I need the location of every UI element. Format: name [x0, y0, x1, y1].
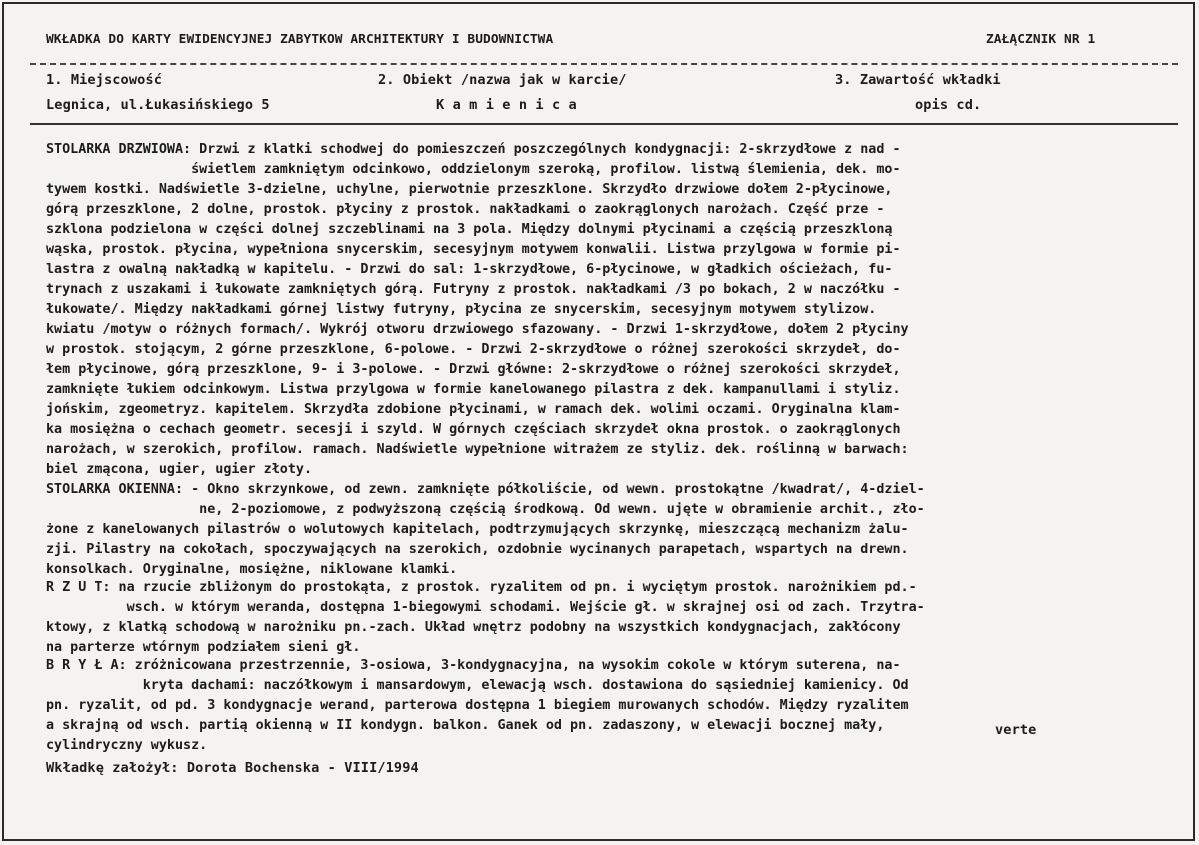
field-1-value: Legnica, ul.Łukasińskiego 5 — [46, 97, 270, 113]
annex-number: ZAŁĄCZNIK NR 1 — [986, 32, 1096, 47]
field-1-label: 1. Miejscowość — [46, 72, 162, 88]
body-line: szklona podzielona w części dolnej szczeblinami na 3 pola. Między dolnymi płycinami a częścią przeszkloną — [46, 222, 893, 237]
field-3-value: opis cd. — [915, 97, 982, 113]
field-2-label: 2. Obiekt /nazwa jak w karcie/ — [378, 72, 627, 88]
header-rule — [30, 63, 1178, 65]
body-line: ne, 2-poziomowe, z podwyższoną częścią środkową. Od wewn. ujęte w obramienie archit., zło- — [46, 502, 925, 517]
body-line: łukowate/. Między nakładkami górnej listwy futryny, płycina ze snycerskim, secesyjnym motywem stylizow. — [46, 302, 877, 317]
body-line: STOLARKA DRZWIOWA: Drzwi z klatki schodwej do pomieszczeń poszczególnych kondygnacji: 2-skrzydłowe z nad - — [46, 142, 901, 157]
body-line: narożach, w szerokich, profilow. ramach. Nadświetle wypełnione witrażem ze styliz. dek. roślinną w barwach: — [46, 442, 909, 457]
verte-note: verte — [995, 722, 1037, 738]
body-line: R Z U T: na rzucie zbliżonym do prostokąta, z prostok. ryzalitem od pn. i wyciętym prostok. narożnikiem pd.- — [46, 580, 917, 595]
field-3-label: 3. Zawartość wkładki — [835, 72, 1001, 88]
body-line: kryta dachami: naczółkowym i mansardowym, elewacją wsch. dostawiona do sąsiedniej kamienicy. Od — [46, 678, 909, 693]
body-line: łem płycinowe, górą przeszklone, 9- i 3-polowe. - Drzwi główne: 2-skrzydłowe o różnej szerokości skrzydeł, — [46, 362, 901, 377]
body-line: lastra z owalną nakładką w kapitelu. - Drzwi do sal: 1-skrzydłowe, 6-płycinowe, w gładkich ościeżach, fu- — [46, 262, 893, 277]
body-line: zamknięte łukiem odcinkowym. Listwa przylgowa w formie kanelowanego pilastra z dek. kampanullami i styliz. — [46, 382, 901, 397]
body-line: tywem kostki. Nadświetle 3-dzielne, uchylne, pierwotnie przeszklone. Skrzydło drzwiowe dołem 2-płycinowe, — [46, 182, 893, 197]
body-line: trynach z uszakami i łukowate zamkniętych górą. Futryny z prostok. nakładkami /3 po bokach, 2 w naczółku - — [46, 282, 901, 297]
body-line: jońskim, zgeometryz. kapitelem. Skrzydła zdobione płycinami, w ramach dek. wolimi oczami. Oryginalna klam- — [46, 402, 901, 417]
form-title: WKŁADKA DO KARTY EWIDENCYJNEJ ZABYTKOW ARCHITEKTURY I BUDOWNICTWA — [46, 32, 554, 47]
body-line: wsch. w którym weranda, dostępna 1-biegowymi schodami. Wejście gł. w skrajnej osi od zach. Trzytra- — [46, 600, 925, 615]
body-line: na parterze wtórnym podziałem sieni gł. — [46, 640, 361, 655]
body-line: ka mosiężna o cechach geometr. secesji i szyld. W górnych częściach skrzydeł okna prostok. o zaokrąglonych — [46, 422, 901, 437]
body-line: zji. Pilastry na cokołach, spoczywających na szerokich, ozdobnie wycinanych parapetach, wspartych na drewn. — [46, 542, 909, 557]
author-line: Wkładkę założył: Dorota Bochenska - VIII/1994 — [46, 760, 419, 776]
body-line: żone z kanelowanych pilastrów o wolutowych kapitelach, podtrzymujących skrzynkę, mieszczącą mechanizm żalu- — [46, 522, 909, 537]
fields-rule — [30, 123, 1178, 125]
body-line: wąska, prostok. płycina, wypełniona snycerskim, secesyjnym motywem konwalii. Listwa przylgowa w formie pi- — [46, 242, 901, 257]
body-line: biel zmącona, ugier, ugier złoty. — [46, 462, 313, 477]
body-line: pn. ryzalit, od pd. 3 kondygnacje werand, parterowa dostępna 1 biegiem murowanych schodów. Między ryzalitem — [46, 698, 909, 713]
body-line: w prostok. stojącym, 2 górne przeszklone, 6-polowe. - Drzwi 2-skrzydłowe o różnej szerokości skrzydeł, do- — [46, 342, 901, 357]
field-2-value: K a m i e n i c a — [436, 97, 577, 113]
body-line: a skrajną od wsch. partią okienną w II kondygn. balkon. Ganek od pn. zadaszony, w elewacji bocznej mały, — [46, 718, 885, 733]
body-line: górą przeszklone, 2 dolne, prostok. płyciny z prostok. nakładkami o zaokrąglonych narożach. Część prze - — [46, 202, 885, 217]
body-line: B R Y Ł A: zróżnicowana przestrzennie, 3-osiowa, 3-kondygnacyjna, na wysokim cokole w którym suterena, na- — [46, 658, 901, 673]
body-line: cylindryczny wykusz. — [46, 738, 208, 753]
body-line: ktowy, z klatką schodową w narożniku pn.-zach. Układ wnętrz podobny na wszystkich kondygnacjach, zakłócony — [46, 620, 901, 635]
body-line: konsolkach. Oryginalne, mosiężne, niklowane klamki. — [46, 562, 458, 577]
body-line: STOLARKA OKIENNA: - Okno skrzynkowe, od zewn. zamknięte półkoliście, od wewn. prostokątne /kwadrat/, 4-dziel- — [46, 482, 925, 497]
body-line: kwiatu /motyw o różnych formach/. Wykrój otworu drzwiowego sfazowany. - Drzwi 1-skrzydłowe, dołem 2 płyciny — [46, 322, 909, 337]
body-line: świetlem zamkniętym odcinkowo, oddzielonym szeroką, profilow. listwą ślemienia, dek. mo- — [46, 162, 901, 177]
